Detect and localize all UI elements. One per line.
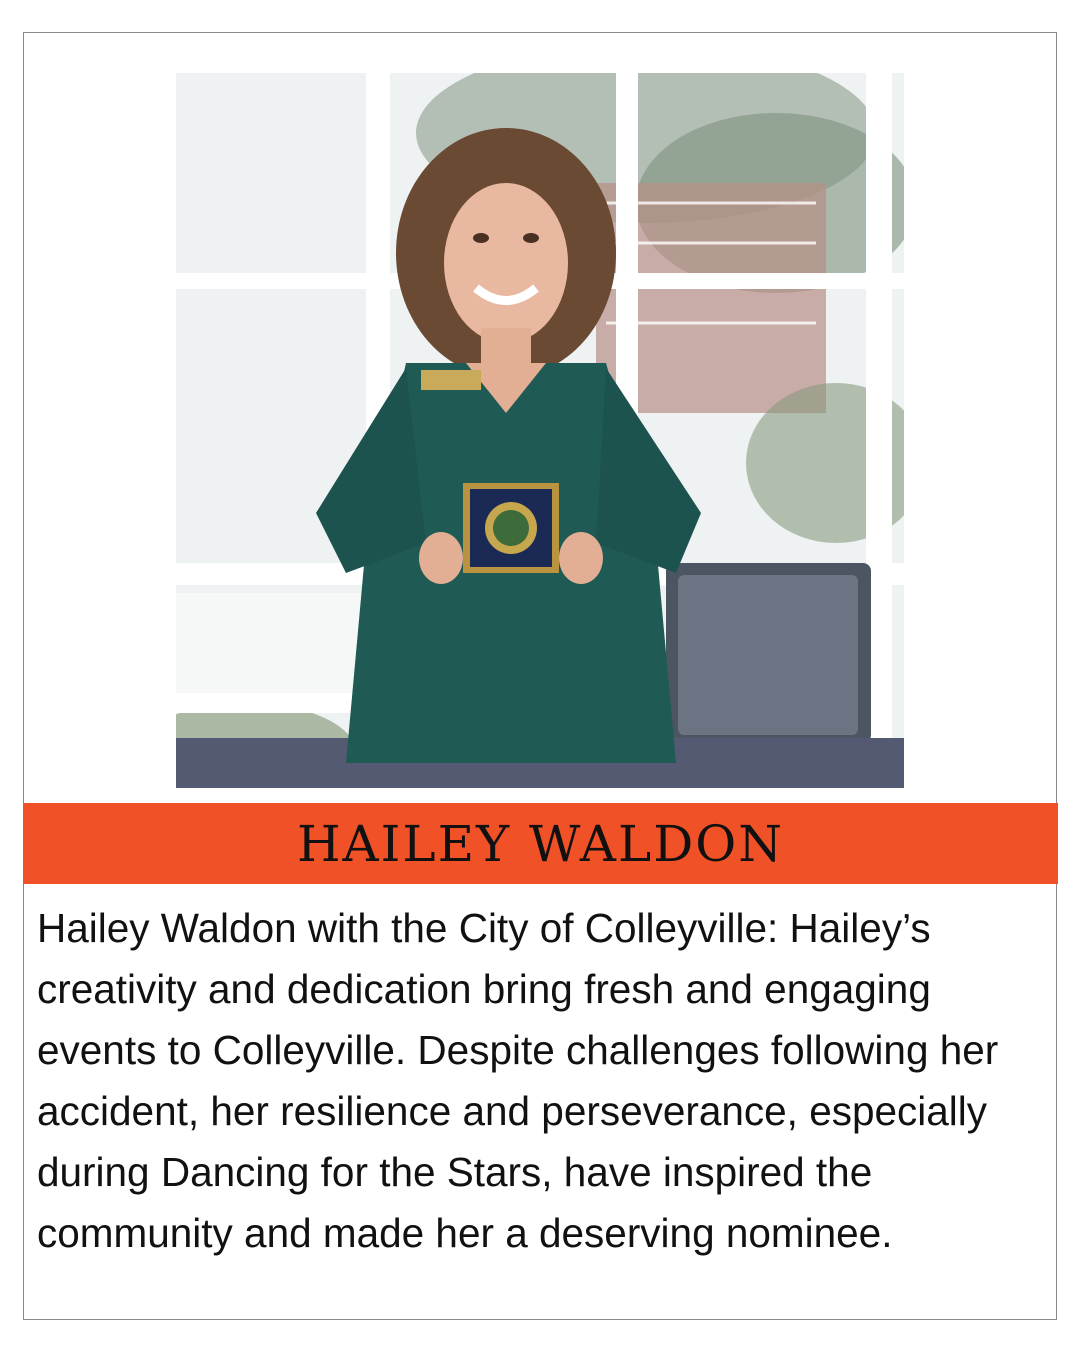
- profile-photo: [176, 73, 904, 788]
- name-banner: [23, 803, 1058, 884]
- nominee-name: HAILEY WALDON: [296, 814, 785, 873]
- nominee-bio: Hailey Waldon with the City of Colleyville: Hailey’s creativity and dedication bring fresh and engaging events to Colleyville. Despite challenges following her accident, her resilience and perseverance, especially during Dancing for the Stars, have inspired the community and made her a deserving nominee.: [37, 905, 999, 1256]
